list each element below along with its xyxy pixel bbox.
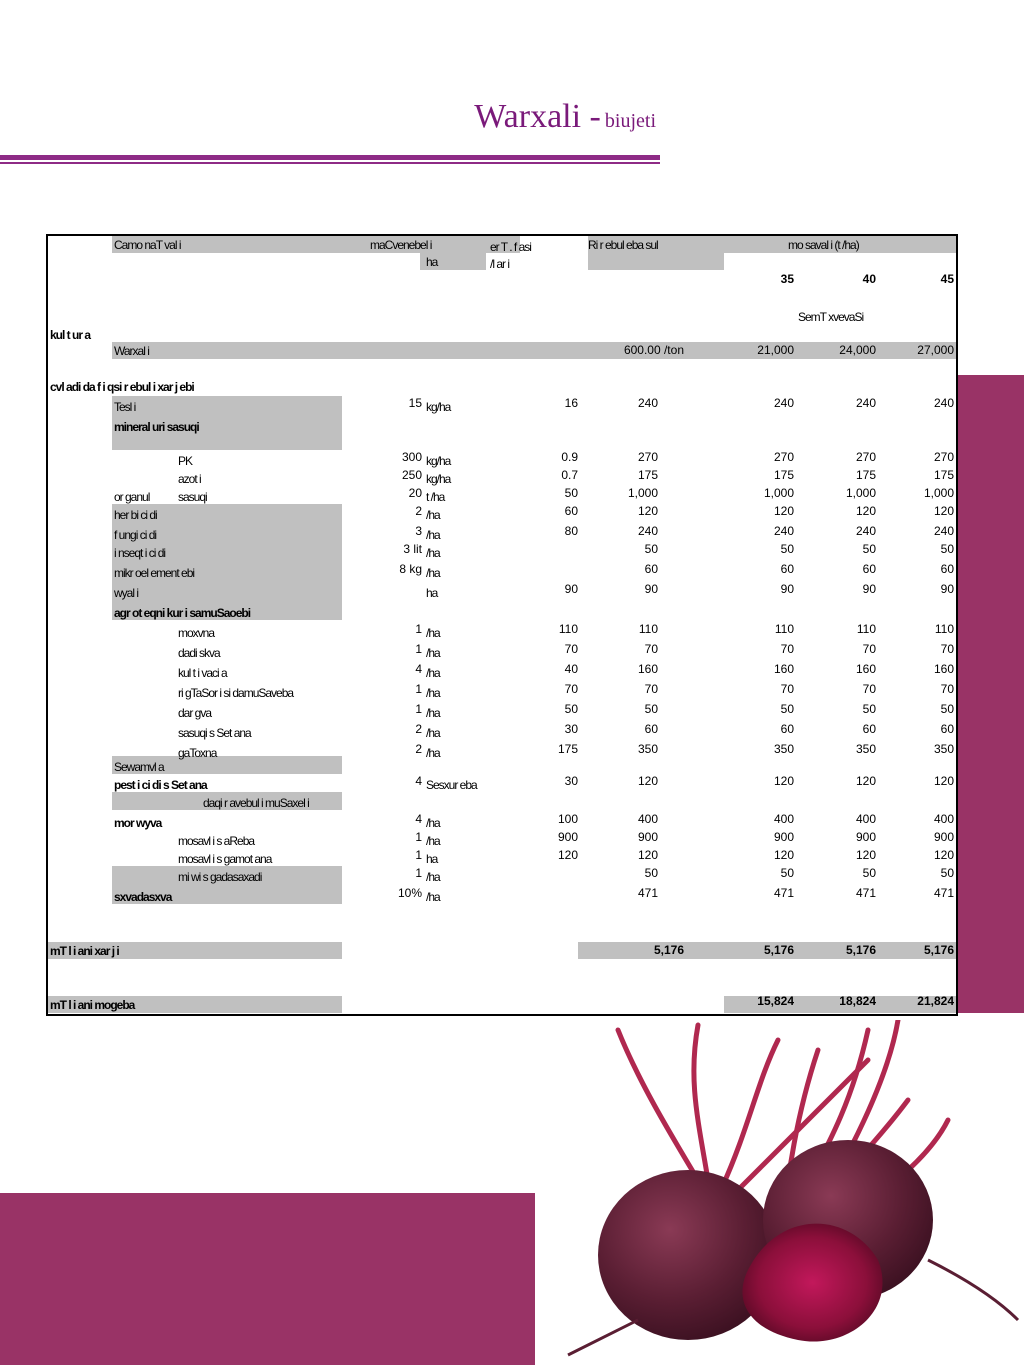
row-cost: 350	[637, 742, 658, 756]
row-y35: 50	[780, 866, 794, 880]
row-cost: 270	[637, 450, 658, 464]
row-price: 50	[564, 486, 578, 500]
title-underline-thin	[0, 162, 660, 164]
header-price: er T . f asi	[490, 240, 531, 254]
budget-table	[46, 234, 958, 1016]
row-price: 70	[564, 682, 578, 696]
row-label: i nseqt i ci di	[114, 546, 166, 560]
row-price: 30	[564, 774, 578, 788]
row-y45: 400	[933, 812, 954, 826]
row-label: f ungi ci di	[114, 528, 157, 542]
row-price: 175	[557, 742, 578, 756]
row-qty: 2	[415, 742, 422, 756]
row-y45: 50	[940, 866, 954, 880]
page-title-sub: biujeti	[604, 110, 656, 132]
row-y45: 471	[933, 886, 954, 900]
row-unit: t /ha	[426, 490, 445, 504]
row-y40: 120	[855, 848, 876, 862]
row-y35: 471	[773, 886, 794, 900]
row-cost: 160	[637, 662, 658, 676]
row-qty: 4	[415, 662, 422, 676]
row-label: kul t i vaci a	[178, 666, 227, 680]
row-label: dadi skva	[178, 646, 220, 660]
row-y35: 400	[773, 812, 794, 826]
row-cost: 50	[644, 866, 658, 880]
row-unit: Sesxur eba	[426, 778, 477, 792]
row-label: Tesl i	[114, 400, 136, 414]
row-qty: 1	[415, 642, 422, 656]
row-y35: 120	[773, 774, 794, 788]
row-label: PK	[178, 454, 193, 468]
row-y35: 175	[773, 468, 794, 482]
row-qty: 1	[415, 848, 422, 862]
total-costs-40: 5,176	[845, 943, 876, 957]
row-y45: 60	[940, 722, 954, 736]
row-y35: 270	[773, 450, 794, 464]
row-cost: 50	[644, 702, 658, 716]
header-unit-ha: ha	[426, 255, 438, 269]
row-unit: ha	[426, 586, 438, 600]
row-cost: 175	[637, 468, 658, 482]
row-y40: 70	[862, 682, 876, 696]
row-y45: 240	[933, 396, 954, 410]
row-y40: 90	[862, 582, 876, 596]
row-y35: 1,000	[763, 486, 794, 500]
row-cost: 120	[637, 504, 658, 518]
row-price: 0.9	[561, 450, 578, 464]
header-yield-40: 40	[862, 272, 876, 286]
row-unit: /ha	[426, 706, 440, 720]
row-price: 60	[564, 504, 578, 518]
row-label: pest i ci di s Set ana	[114, 778, 207, 792]
row-y35: 60	[780, 722, 794, 736]
row-label: mor wyva	[114, 816, 162, 830]
header-yield: mo saval i (t /ha)	[788, 238, 859, 252]
row-price: 16	[564, 396, 578, 410]
row-price: 30	[564, 722, 578, 736]
total-costs-45: 5,176	[923, 943, 954, 957]
row-y35: 60	[780, 562, 794, 576]
row-y40: 120	[855, 504, 876, 518]
row-label: azot i	[178, 472, 201, 486]
row-y45: 120	[933, 774, 954, 788]
row-y35: 160	[773, 662, 794, 676]
total-costs-cost: 5,176	[653, 943, 684, 957]
row-unit: kg/ha	[426, 454, 451, 468]
row-y35: 50	[780, 542, 794, 556]
total-income-40: 18,824	[839, 994, 876, 1008]
row-price: 80	[564, 524, 578, 538]
row-label: Sewamvl a	[114, 760, 164, 774]
row-y45: 120	[933, 848, 954, 862]
row-price: 110	[558, 622, 578, 636]
row-label: mineral uri sasuqi	[114, 420, 199, 434]
row-label: mi wi s gadasaxadi	[178, 870, 262, 884]
row-y45: 50	[940, 542, 954, 556]
row-price: 70	[564, 642, 578, 656]
row-qty: 20	[408, 486, 422, 500]
row-cost: 90	[644, 582, 658, 596]
row-price: 100	[557, 812, 578, 826]
decorative-band-bottom	[0, 1193, 535, 1365]
row-qty: 2	[415, 722, 422, 736]
decorative-band-right	[957, 375, 1024, 1013]
row-y40: 50	[862, 542, 876, 556]
revenue-price: 600.00 /ton	[623, 343, 684, 357]
row-y45: 70	[940, 682, 954, 696]
row-y35: 70	[780, 642, 794, 656]
row-y45: 1,000	[923, 486, 954, 500]
row-cost: 471	[637, 886, 658, 900]
header-item: Camo naT val i	[114, 238, 181, 252]
row-qty: 300	[401, 450, 422, 464]
row-unit: /ha	[426, 508, 440, 522]
row-qty: 2	[415, 504, 422, 518]
row-qty: 3 lit	[403, 542, 422, 556]
total-income-45: 21,824	[917, 994, 954, 1008]
title-underline	[0, 155, 660, 160]
row-cost: 1,000	[627, 486, 658, 500]
row-qty: 4	[415, 774, 422, 788]
row-cost: 240	[637, 524, 658, 538]
row-y45: 240	[933, 524, 954, 538]
header-yield-35: 35	[780, 272, 794, 286]
total-income-label: mT l i ani mogeba	[50, 998, 135, 1012]
row-prefix: or ganul	[114, 490, 150, 504]
row-y40: 160	[855, 662, 876, 676]
row-price: 40	[564, 662, 578, 676]
row-unit: /ha	[426, 528, 440, 542]
revenue-label: Warxal i	[114, 344, 149, 358]
row-y40: 471	[855, 886, 876, 900]
row-price: 0.7	[561, 468, 578, 482]
header-yield-45: 45	[940, 272, 954, 286]
row-cost: 400	[637, 812, 658, 826]
row-y45: 175	[933, 468, 954, 482]
row-y45: 900	[933, 830, 954, 844]
total-income-35: 15,824	[757, 994, 794, 1008]
row-qty: 1	[415, 682, 422, 696]
row-y35: 900	[773, 830, 794, 844]
row-y45: 270	[933, 450, 954, 464]
row-y40: 240	[855, 396, 876, 410]
row-qty: 1	[415, 702, 422, 716]
row-unit: /ha	[426, 746, 440, 760]
header-unit: maCvenebel i	[370, 238, 432, 252]
row-qty: 3	[415, 524, 422, 538]
row-y45: 50	[940, 702, 954, 716]
row-qty: 250	[401, 468, 422, 482]
row-unit: kg/ha	[426, 400, 451, 414]
page-title-main: Warxali -	[474, 98, 601, 135]
row-cost: 50	[644, 542, 658, 556]
row-unit: /ha	[426, 646, 440, 660]
row-qty: 4	[415, 812, 422, 826]
row-cost: 110	[638, 622, 658, 636]
row-cost: 70	[644, 642, 658, 656]
row-y40: 270	[855, 450, 876, 464]
variable-costs-label: cvl adi da f i qsi r ebul i xar j ebi	[50, 380, 194, 394]
row-cost: 120	[637, 774, 658, 788]
row-y35: 120	[773, 848, 794, 862]
row-label: mikr oel ement ebi	[114, 566, 195, 580]
row-label: sasuqi s Set ana	[178, 726, 251, 740]
header-price-unit: /l ar i	[490, 257, 510, 271]
row-label: gaToxna	[178, 746, 217, 760]
row-y40: 400	[855, 812, 876, 826]
row-y40: 70	[862, 642, 876, 656]
row-cost: 120	[637, 848, 658, 862]
row-y40: 60	[862, 562, 876, 576]
row-label: her bi ci di	[114, 508, 157, 522]
row-label: sasuqi	[178, 490, 207, 504]
row-unit: /ha	[426, 834, 440, 848]
row-qty: 10%	[397, 886, 422, 900]
row-label: ri gTaSor i si damuSaveba	[178, 686, 294, 700]
row-unit: /ha	[426, 566, 440, 580]
row-cost: 70	[644, 682, 658, 696]
row-y35: 50	[780, 702, 794, 716]
row-y40: 120	[855, 774, 876, 788]
row-y45: 120	[933, 504, 954, 518]
beetroot-image	[548, 1020, 1024, 1365]
row-y45: 350	[933, 742, 954, 756]
row-qty: 15	[408, 396, 422, 410]
row-unit: kg/ha	[426, 472, 451, 486]
page-title	[474, 98, 656, 136]
culture-label: kul t ur a	[50, 328, 91, 342]
row-y45: 90	[940, 582, 954, 596]
row-unit: /ha	[426, 816, 440, 830]
row-y40: 50	[862, 702, 876, 716]
row-label: agr ot eqni kur i samuSaoebi	[114, 606, 251, 620]
revenue-45: 27,000	[917, 343, 954, 357]
row-price: 900	[557, 830, 578, 844]
row-cost: 900	[637, 830, 658, 844]
row-price: 50	[564, 702, 578, 716]
total-costs-label: mT l i ani xar j i	[50, 944, 119, 958]
row-y35: 120	[773, 504, 794, 518]
row-label: mosavl i s aReba	[178, 834, 255, 848]
row-price: 90	[564, 582, 578, 596]
row-label: daqi r avebul i muSaxel i	[203, 796, 309, 810]
row-cost: 240	[637, 396, 658, 410]
header-sensitivity: SemT xvevaSi	[798, 310, 864, 324]
row-qty: 1	[415, 830, 422, 844]
row-label: wyal i	[114, 586, 139, 600]
row-unit: /ha	[426, 890, 440, 904]
row-qty: 1	[415, 622, 422, 636]
row-unit: /ha	[426, 666, 440, 680]
row-y35: 240	[773, 396, 794, 410]
row-unit: /ha	[426, 870, 440, 884]
revenue-35: 21,000	[757, 343, 794, 357]
row-y40: 240	[855, 524, 876, 538]
row-unit: /ha	[426, 686, 440, 700]
header-cost: Ri r ebul eba sul	[588, 238, 658, 252]
row-y40: 900	[855, 830, 876, 844]
row-label: mosavl i s gamot ana	[178, 852, 272, 866]
row-y35: 350	[773, 742, 794, 756]
row-y35: 240	[773, 524, 794, 538]
row-y40: 350	[855, 742, 876, 756]
row-unit: /ha	[426, 546, 440, 560]
total-costs-35: 5,176	[763, 943, 794, 957]
row-label: sxvadasxva	[114, 890, 172, 904]
row-unit: /ha	[426, 726, 440, 740]
row-y40: 175	[855, 468, 876, 482]
row-y45: 60	[940, 562, 954, 576]
row-y45: 70	[940, 642, 954, 656]
row-price: 120	[557, 848, 578, 862]
row-cost: 60	[644, 562, 658, 576]
row-unit: ha	[426, 852, 438, 866]
row-y35: 90	[780, 582, 794, 596]
row-y40: 50	[862, 866, 876, 880]
row-y45: 160	[933, 662, 954, 676]
row-label: moxvna	[178, 626, 215, 640]
row-y35: 110	[774, 622, 794, 636]
row-label: dar gva	[178, 706, 212, 720]
row-y35: 70	[780, 682, 794, 696]
revenue-40: 24,000	[839, 343, 876, 357]
row-y40: 110	[856, 622, 876, 636]
row-qty: 8 kg	[399, 562, 422, 576]
row-unit: /ha	[426, 626, 440, 640]
row-y40: 60	[862, 722, 876, 736]
row-qty: 1	[415, 866, 422, 880]
row-cost: 60	[644, 722, 658, 736]
row-y40: 1,000	[845, 486, 876, 500]
row-y45: 110	[934, 622, 954, 636]
